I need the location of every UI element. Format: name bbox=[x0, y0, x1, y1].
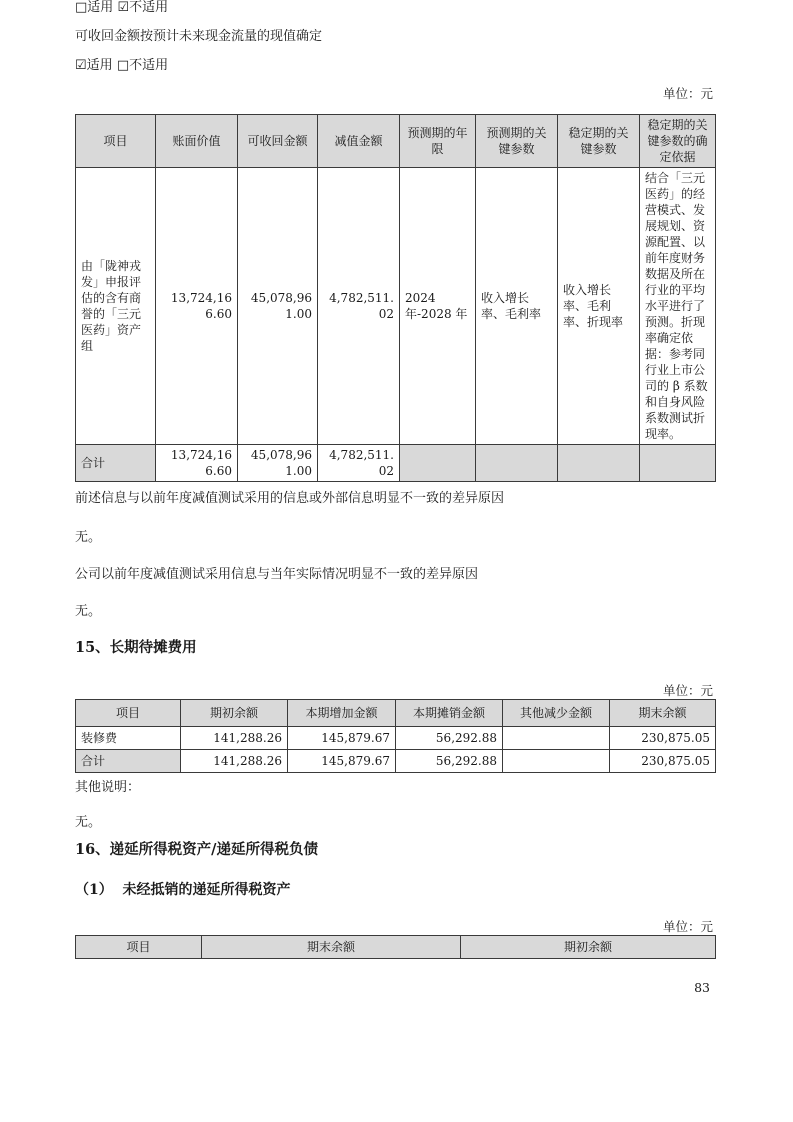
params-basis-cell: 结合「三元医药」的经营模式、发展规划、资源配置、以前年度财务数据及所在行业的平均水平进行了预测。折现率确定依据：参考同行业上市公司的 β 系数和自身风险系数测试折现率。 bbox=[640, 168, 716, 445]
total-recoverable-cell: 45,078,961.00 bbox=[238, 445, 318, 482]
total-book-value-cell: 13,724,166.60 bbox=[156, 445, 238, 482]
not-applicable-label: 不适用 bbox=[129, 58, 169, 73]
col-header-closing-balance: 期末余额 bbox=[610, 700, 716, 727]
col-header-opening-balance: 期初余额 bbox=[181, 700, 288, 727]
table-header-row bbox=[76, 936, 716, 959]
col-header-params-basis: 稳定期的关键参数的确定依据 bbox=[640, 115, 716, 168]
impairment-amount-cell: 4,782,511.02 bbox=[318, 168, 400, 445]
increase-cell: 145,879.67 bbox=[288, 750, 396, 773]
forecast-params-cell: 收入增长率、毛利率 bbox=[476, 168, 558, 445]
unit-label: 单位：元 bbox=[662, 86, 713, 101]
section16-sub-heading: （1） 未经抵销的递延所得税资产 bbox=[75, 882, 291, 898]
opening-balance-cell: 141,288.26 bbox=[181, 750, 288, 773]
applicable-label: 适用 bbox=[87, 0, 114, 15]
col-header-item: 项目 bbox=[76, 700, 181, 727]
col-header-closing-balance: 期末余额 bbox=[202, 936, 461, 959]
unit-label: 单位：元 bbox=[662, 683, 713, 698]
col-header-item: 项目 bbox=[76, 936, 202, 959]
closing-balance-cell: 230,875.05 bbox=[610, 750, 716, 773]
page-number: 83 bbox=[694, 980, 710, 995]
deferred-tax-assets-table bbox=[75, 935, 716, 959]
empty-cell bbox=[400, 445, 476, 482]
applicable-label: 适用 bbox=[86, 58, 113, 73]
col-header-other-decrease: 其他减少金额 bbox=[503, 700, 610, 727]
total-label-cell: 合计 bbox=[76, 445, 156, 482]
checkbox-unchecked-icon: □ bbox=[116, 58, 130, 73]
table-header-row bbox=[76, 700, 716, 727]
not-applicable-label: 不适用 bbox=[129, 0, 169, 15]
recoverable-amount-cell: 45,078,961.00 bbox=[238, 168, 318, 445]
col-header-stable-params: 稳定期的关键参数 bbox=[558, 115, 640, 168]
table-header-row bbox=[76, 115, 716, 168]
unit-label: 单位：元 bbox=[662, 919, 713, 934]
increase-cell: 145,879.67 bbox=[288, 727, 396, 750]
applicability-line-1 bbox=[75, 0, 718, 15]
table-total-row bbox=[76, 445, 716, 482]
forecast-period-cell: 2024 年-2028 年 bbox=[400, 168, 476, 445]
other-note-title: 其他说明： bbox=[75, 780, 141, 795]
table-row bbox=[76, 168, 716, 445]
total-impairment-cell: 4,782,511.02 bbox=[318, 445, 400, 482]
section15-heading: 15、长期待摊费用 bbox=[75, 639, 197, 656]
page-content bbox=[75, 0, 718, 995]
checkbox-checked-icon: ☑ bbox=[75, 58, 87, 73]
col-header-increase: 本期增加金额 bbox=[288, 700, 396, 727]
total-label-cell: 合计 bbox=[76, 750, 181, 773]
empty-cell bbox=[640, 445, 716, 482]
checkbox-unchecked-icon: □ bbox=[75, 0, 88, 15]
item-cell: 由「陇神戎发」申报评估的含有商誉的「三元医药」资产组 bbox=[76, 168, 156, 445]
col-header-book-value: 账面价值 bbox=[156, 115, 238, 168]
closing-balance-cell: 230,875.05 bbox=[610, 727, 716, 750]
table-row bbox=[76, 727, 716, 750]
opening-balance-cell: 141,288.26 bbox=[181, 727, 288, 750]
note2-title: 公司以前年度减值测试采用信息与当年实际情况明显不一致的差异原因 bbox=[75, 567, 479, 582]
col-header-amortization: 本期摊销金额 bbox=[396, 700, 503, 727]
item-cell: 装修费 bbox=[76, 727, 181, 750]
col-header-forecast-params: 预测期的关键参数 bbox=[476, 115, 558, 168]
stable-params-cell: 收入增长率、毛利率、折现率 bbox=[558, 168, 640, 445]
other-decrease-cell bbox=[503, 750, 610, 773]
long-term-prepaid-expenses-table bbox=[75, 699, 716, 773]
empty-cell bbox=[558, 445, 640, 482]
book-value-cell: 13,724,166.60 bbox=[156, 168, 238, 445]
empty-cell bbox=[476, 445, 558, 482]
note2-value: 无。 bbox=[75, 604, 102, 619]
applicability-line-2 bbox=[75, 58, 718, 73]
col-header-opening-balance: 期初余额 bbox=[461, 936, 716, 959]
recoverable-amount-method-line: 可收回金额按预计未来现金流量的现值确定 bbox=[75, 29, 323, 44]
note1-value: 无。 bbox=[75, 530, 102, 545]
section16-heading: 16、递延所得税资产/递延所得税负债 bbox=[75, 841, 318, 858]
other-decrease-cell bbox=[503, 727, 610, 750]
note1-title: 前述信息与以前年度减值测试采用的信息或外部信息明显不一致的差异原因 bbox=[75, 491, 505, 506]
other-note-value: 无。 bbox=[75, 815, 102, 830]
col-header-item: 项目 bbox=[76, 115, 156, 168]
amortization-cell: 56,292.88 bbox=[396, 750, 503, 773]
amortization-cell: 56,292.88 bbox=[396, 727, 503, 750]
col-header-recoverable: 可收回金额 bbox=[238, 115, 318, 168]
checkbox-checked-icon: ☑ bbox=[117, 0, 130, 15]
col-header-impairment: 减值金额 bbox=[318, 115, 400, 168]
table-total-row bbox=[76, 750, 716, 773]
col-header-forecast-period: 预测期的年限 bbox=[400, 115, 476, 168]
goodwill-impairment-table bbox=[75, 114, 716, 482]
